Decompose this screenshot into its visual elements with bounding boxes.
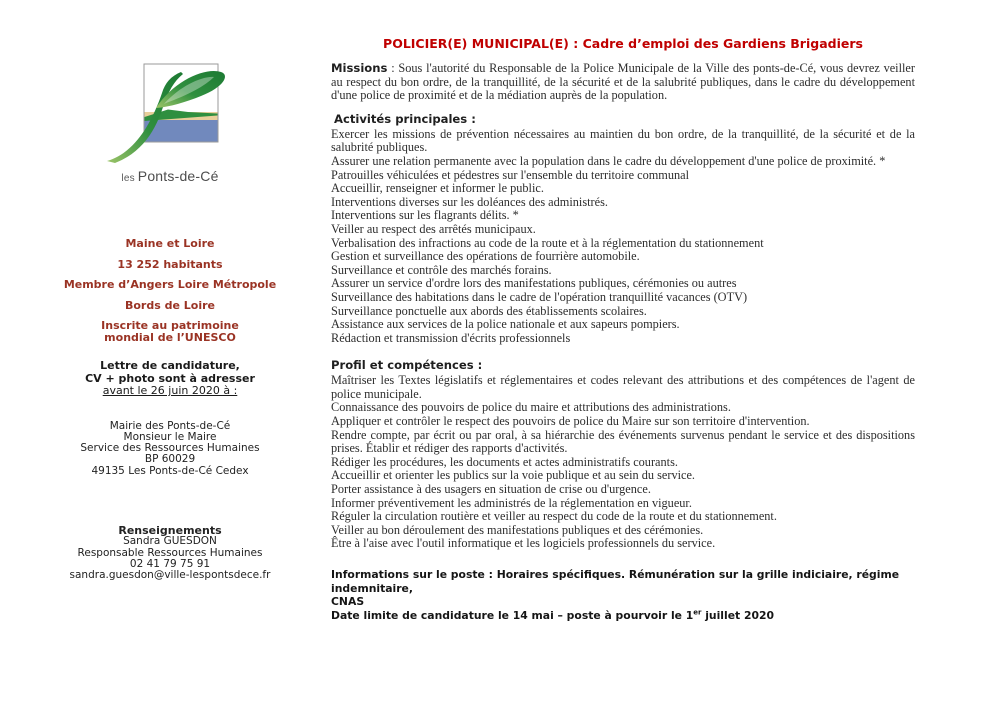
- contact-heading: Renseignements: [118, 523, 222, 537]
- missions-paragraph: [331, 62, 915, 103]
- activity-item: Verbalisation des infractions au code de la route et à la réglementation du stationnement: [331, 235, 764, 250]
- profile-heading: Profil et compétences :: [331, 358, 483, 373]
- city-logo: [30, 62, 310, 202]
- deadline-line: [331, 609, 915, 623]
- activity-item: Rédaction et transmission d'écrits professionnels: [331, 330, 571, 345]
- logo-caption-prefix: les: [121, 173, 138, 184]
- application-line2: CV + photo sont à adresser: [85, 371, 255, 385]
- address-line: BP 60029: [144, 453, 196, 466]
- activity-item: Surveillance ponctuelle aux abords des établissements scolaires.: [331, 303, 647, 318]
- deadline-ordinal: er: [693, 607, 702, 616]
- profile-item: Accueillir et orienter les publics sur la voie publique et au sein du service.: [331, 468, 696, 483]
- missions-label: Missions: [331, 61, 388, 75]
- profile-item: Veiller au bon déroulement des manifestations publiques et des cérémonies.: [331, 522, 704, 537]
- profile-item: Rendre compte, par écrit ou par oral, à sa hiérarchie des événements survenus pendant le service et des dispositions prises. Établir et rédiger des rapports d'activités.: [331, 427, 915, 456]
- application-instructions: [30, 360, 310, 398]
- fact-unesco: [30, 320, 310, 343]
- contact-phone: 02 41 79 75 91: [129, 557, 211, 570]
- fact-loire: Bords de Loire: [124, 298, 215, 312]
- activity-item: Patrouilles véhiculées et pédestres sur l'ensemble du territoire communal: [331, 167, 690, 182]
- activity-item: Veiller au respect des arrêtés municipaux.: [331, 221, 536, 236]
- logo-caption-name: Ponts-de-Cé: [137, 168, 219, 184]
- activity-item: Accueillir, renseigner et informer le public.: [331, 181, 544, 196]
- address-line: Service des Ressources Humaines: [80, 442, 260, 455]
- sidebar: [30, 58, 310, 581]
- activities-list: [331, 128, 915, 346]
- address-line: Mairie des Ponts-de-Cé: [109, 419, 231, 432]
- activity-item: Assistance aux services de la police nationale et aux sapeurs pompiers.: [331, 317, 680, 332]
- deadline-text: Date limite de candidature le 14 mai – poste à pourvoir le 1: [331, 608, 694, 622]
- profile-item: Appliquer et contrôler le respect des pouvoirs de police du Maire sur son territoire d'intervention.: [331, 414, 810, 429]
- address-line: 49135 Les Ponts-de-Cé Cedex: [91, 464, 249, 477]
- fact-unesco-line2: mondial de l’UNESCO: [104, 330, 236, 344]
- fact-unesco-line1: Inscrite au patrimoine: [101, 319, 239, 332]
- activity-item: Interventions diverses sur les doléances des administrés.: [331, 194, 608, 209]
- profile-item: Connaissance des pouvoirs de police du maire et attributions des administrations.: [331, 400, 731, 415]
- conditions-line2: CNAS: [331, 595, 365, 608]
- profile-item: Informer préventivement les administrés de la réglementation en vigueur.: [331, 495, 692, 510]
- mailing-address: [30, 421, 310, 477]
- conditions-line1: Informations sur le poste : Horaires spécifiques. Rémunération sur la grille indiciaire, régime indemnitaire,: [331, 568, 900, 595]
- contact-role: Responsable Ressources Humaines: [77, 546, 263, 559]
- profile-item: Maîtriser les Textes législatifs et réglementaires et codes relevant des attributions et des compétences de l'agent de police municipale.: [331, 373, 915, 401]
- fact-population: 13 252 habitants: [117, 257, 223, 271]
- activity-item: Interventions sur les flagrants délits. *: [331, 208, 519, 223]
- city-facts: [30, 238, 310, 343]
- missions-separator: :: [387, 61, 399, 75]
- contact-name: Sandra GUESDON: [123, 535, 217, 548]
- activities-heading: Activités principales :: [334, 111, 476, 126]
- activity-item: Surveillance et contrôle des marchés forains.: [331, 262, 552, 277]
- profile-item: Réguler la circulation routière et veiller au respect du code de la route et du stationnement.: [331, 509, 777, 524]
- logo-caption: [30, 168, 310, 184]
- application-line1: Lettre de candidature,: [100, 359, 240, 372]
- profile-item: Rédiger les procédures, les documents et actes administratifs courants.: [331, 454, 678, 469]
- profile-item: Porter assistance à des usagers en situation de crise ou d'urgence.: [331, 482, 651, 497]
- job-posting-body: [331, 36, 915, 622]
- fact-department: Maine et Loire: [125, 237, 215, 250]
- address-line: Monsieur le Maire: [123, 430, 217, 443]
- activity-item: Assurer un service d'ordre lors des manifestations publiques, cérémonies ou autres: [331, 276, 737, 291]
- contact-block: [30, 525, 310, 581]
- activity-item: Exercer les missions de prévention nécessaires au maintien du bon ordre, de la tranquillité, de la sécurité et de la salubrité publiques.: [331, 126, 915, 155]
- page-title: POLICIER(E) MUNICIPAL(E) : Cadre d’emploi des Gardiens Brigadiers: [383, 36, 863, 51]
- activity-item: Gestion et surveillance des opérations de fourrière automobile.: [331, 249, 640, 264]
- activity-item: Surveillance des habitations dans le cadre de l'opération tranquillité vacances (OTV): [331, 289, 748, 304]
- fact-metropole: Membre d’Angers Loire Métropole: [63, 278, 277, 291]
- ponts-de-ce-logo-icon: [104, 62, 236, 166]
- profile-list: [331, 374, 915, 551]
- activity-item: Assurer une relation permanente avec la population dans le cadre du développement d'une police de proximité. *: [331, 153, 886, 168]
- deadline-year: juillet 2020: [701, 608, 774, 622]
- contact-email: sandra.guesdon@ville-lespontsdece.fr: [69, 569, 271, 582]
- application-deadline: avant le 26 juin 2020 à :: [102, 384, 238, 397]
- job-conditions: [331, 568, 915, 622]
- profile-item: Être à l'aise avec l'outil informatique et les logiciels professionnels du service.: [331, 536, 716, 551]
- missions-text: Sous l'autorité du Responsable de la Police Municipale de la Ville des ponts-de-Cé, vous devrez veiller au respect du bon ordre, de la tranquillité, de la sécurité et de la salubrité publiques, dans le cadre du développement d'une police de proximité et de la médiation auprès de la population.: [331, 61, 915, 103]
